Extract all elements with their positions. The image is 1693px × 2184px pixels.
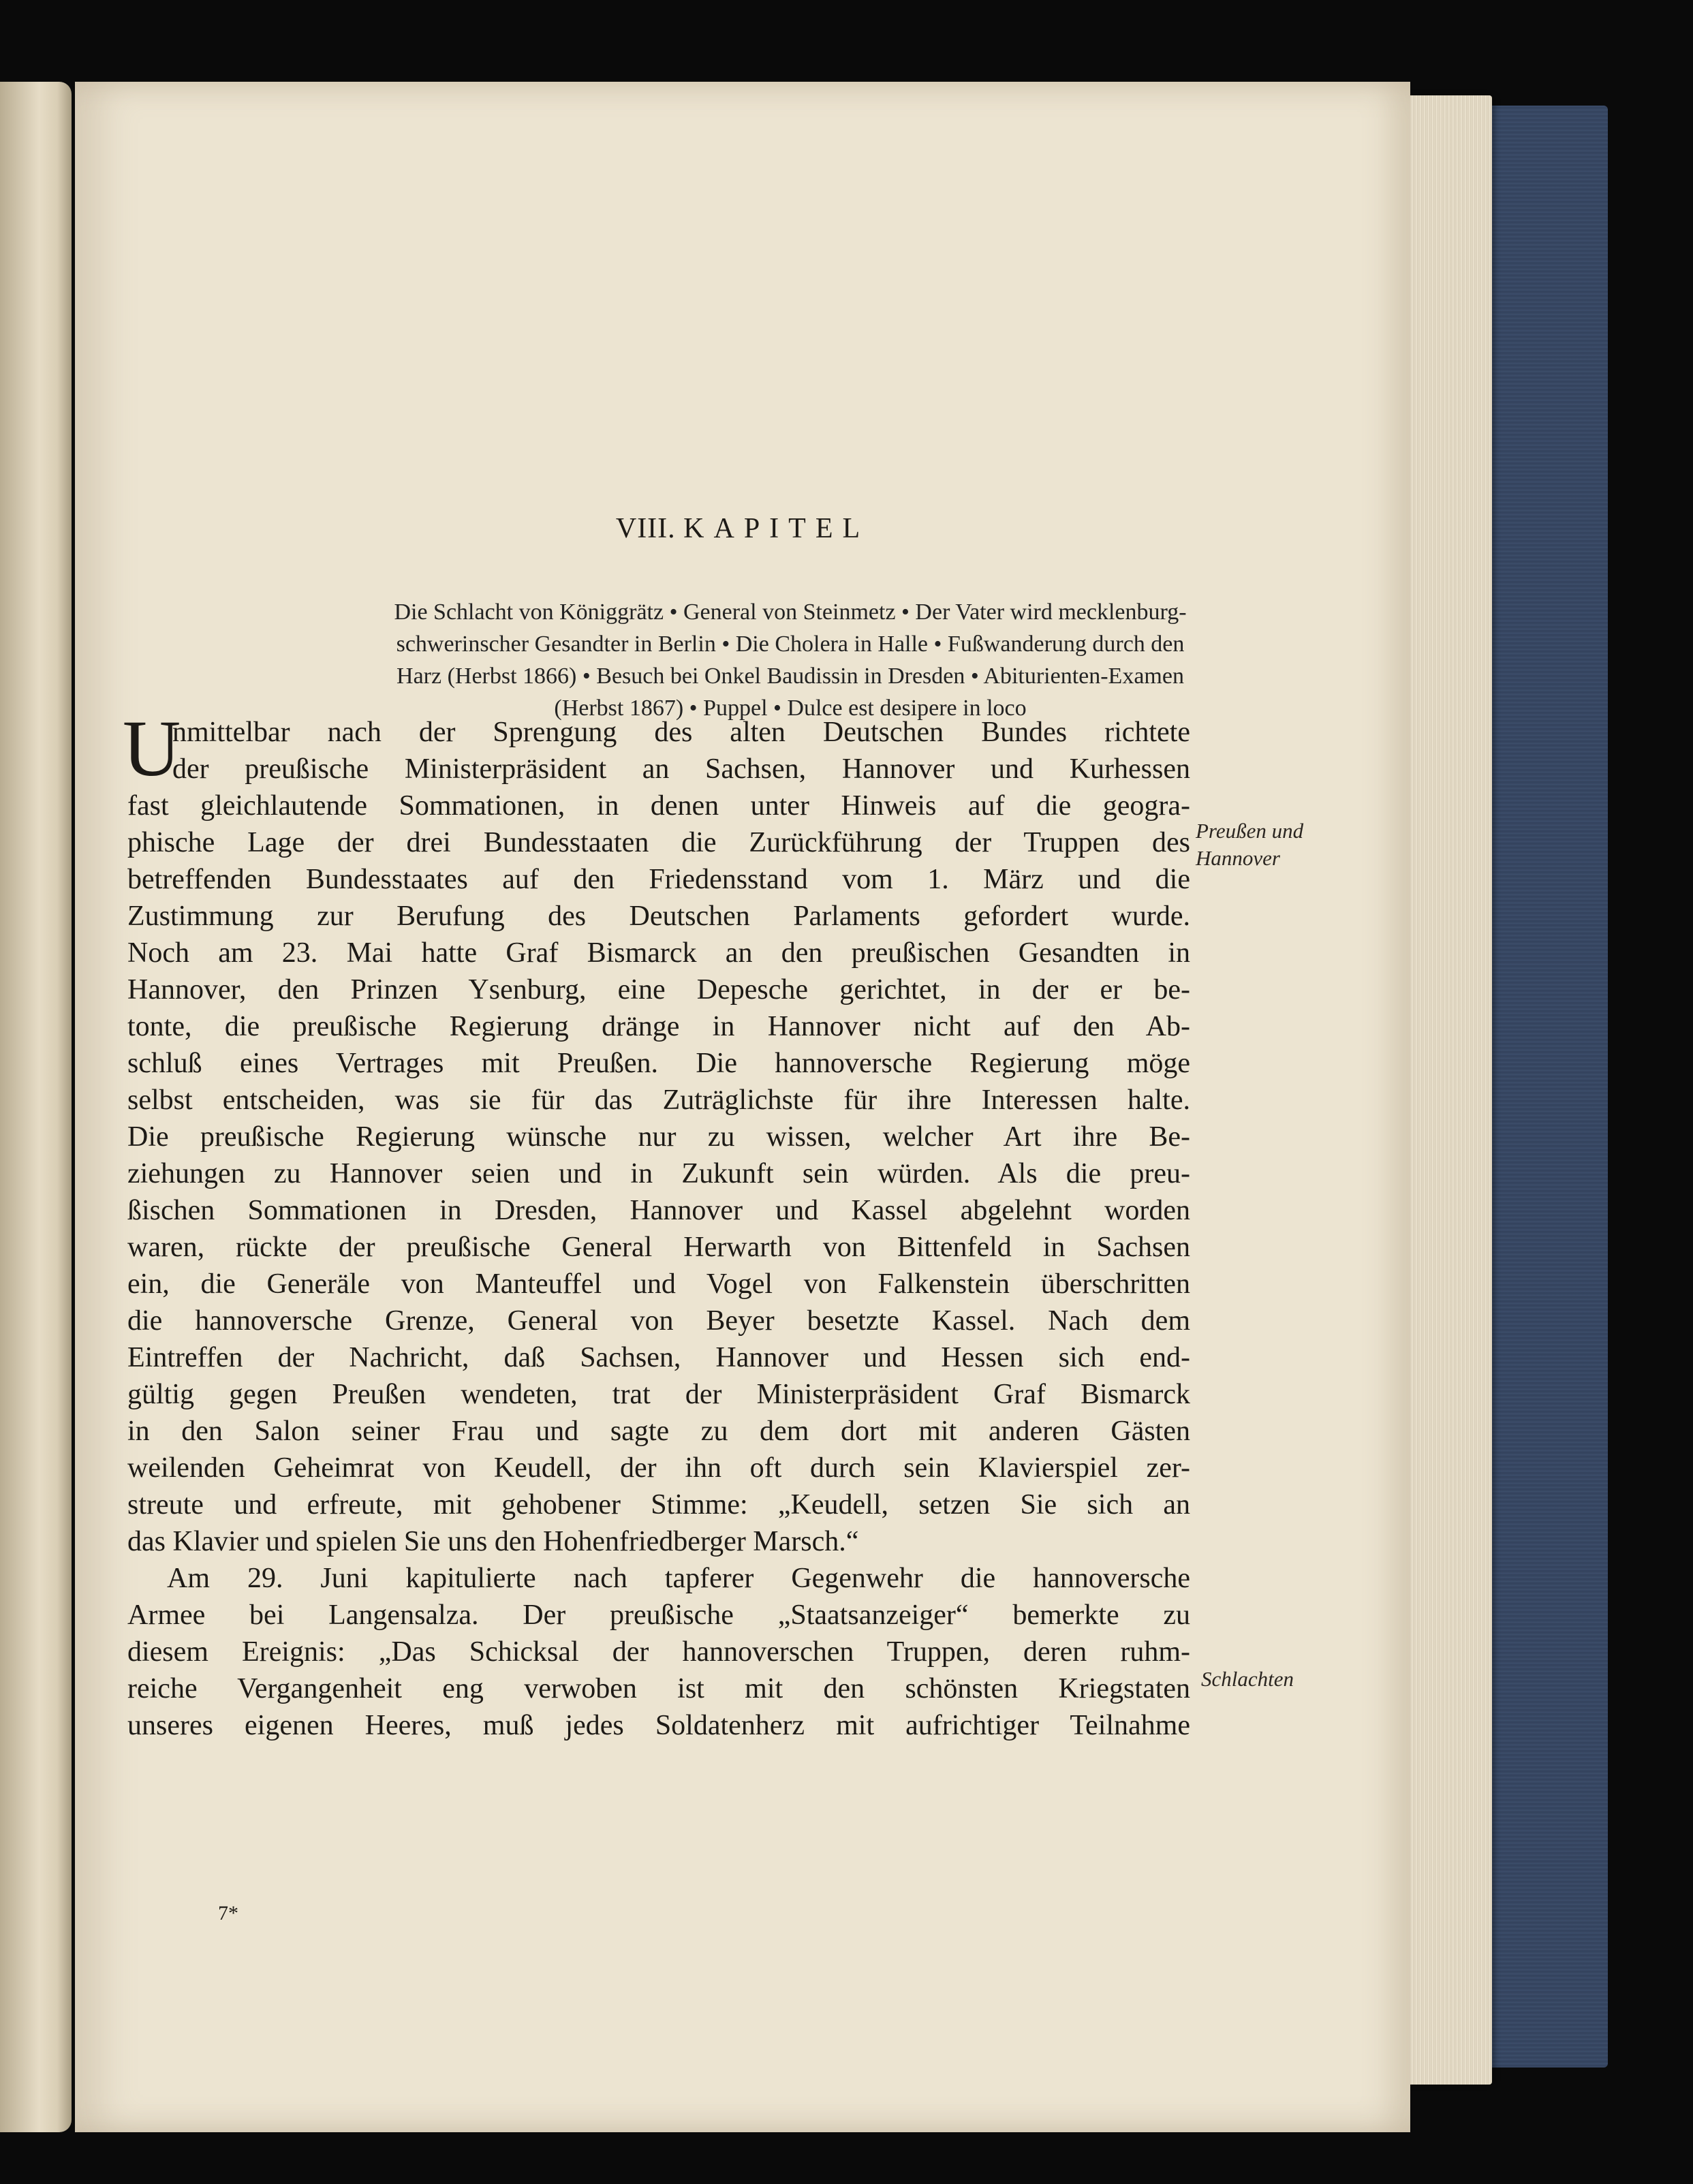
summary-line: Die Schlacht von Königgrätz • General von Steinmetz • Der Vater wird mecklenburg- <box>394 599 1187 625</box>
body-line: das Klavier und spielen Sie uns den Hohenfriedberger Marsch.“ <box>127 1526 859 1557</box>
chapter-heading <box>75 512 1410 545</box>
body-line: Noch am 23. Mai hatte Graf Bismarck an den preußischen Gesandten in <box>127 937 1190 969</box>
body-line: selbst entscheiden, was sie für das Zuträglichste für ihre Interessen halte. <box>127 1085 1190 1116</box>
body-line: tonte, die preußische Regierung dränge in Hannover nicht auf den Ab- <box>127 1011 1190 1042</box>
body-line: Am 29. Juni kapitulierte nach tapferer Gegenwehr die hannoversche <box>167 1563 1190 1594</box>
body-line: ßischen Sommationen in Dresden, Hannover und Kassel abgelehnt worden <box>127 1195 1190 1226</box>
left-facing-page <box>0 82 72 2132</box>
chapter-word: KAPITEL <box>683 513 870 544</box>
drop-cap: U <box>123 704 181 793</box>
summary-line: schwerinscher Gesandter in Berlin • Die Cholera in Halle • Fußwanderung durch den <box>396 631 1185 657</box>
signature-mark: 7* <box>218 1902 238 1924</box>
body-line: Hannover, den Prinzen Ysenburg, eine Depesche gerichtet, in der er be- <box>127 974 1190 1005</box>
body-line: waren, rückte der preußische General Herwarth von Bittenfeld in Sachsen <box>127 1232 1190 1263</box>
margin-note-schlachten: Schlachten <box>1201 1667 1294 1691</box>
margin-note-line: Preußen und <box>1196 819 1304 843</box>
summary-line: (Herbst 1867) • Puppel • Dulce est desipere in loco <box>554 696 1027 721</box>
body-line: streute und erfreute, mit gehobener Stimme: „Keudell, setzen Sie sich an <box>127 1489 1190 1520</box>
body-line: ziehungen zu Hannover seien und in Zukunft sein würden. Als die preu- <box>127 1158 1190 1189</box>
body-line: der preußische Ministerpräsident an Sachsen, Hannover und Kurhessen <box>172 753 1190 785</box>
body-line: fast gleichlautende Sommationen, in denen unter Hinweis auf die geogra- <box>127 790 1190 822</box>
summary-line: Harz (Herbst 1866) • Besuch bei Onkel Baudissin in Dresden • Abiturienten-Examen <box>397 664 1184 689</box>
body-line: die hannoversche Grenze, General von Beyer besetzte Kassel. Nach dem <box>127 1305 1190 1337</box>
margin-note-preussen-hannover <box>1196 817 1303 872</box>
body-line: Zustimmung zur Berufung des Deutschen Parlaments gefordert wurde. <box>127 901 1190 932</box>
body-line: Die preußische Regierung wünsche nur zu wissen, welcher Art ihre Be- <box>127 1121 1190 1153</box>
body-line: Eintreffen der Nachricht, daß Sachsen, Hannover und Hessen sich end- <box>127 1342 1190 1373</box>
body-line: gültig gegen Preußen wendeten, trat der Ministerpräsident Graf Bismarck <box>127 1379 1190 1410</box>
body-line: diesem Ereignis: „Das Schicksal der hannoverschen Truppen, deren ruhm- <box>127 1636 1190 1668</box>
body-line: Armee bei Langensalza. Der preußische „Staatsanzeiger“ bemerkte zu <box>127 1600 1190 1631</box>
body-line: reiche Vergangenheit eng verwoben ist mit den schönsten Kriegstaten <box>127 1673 1190 1704</box>
body-line: phische Lage der drei Bundesstaaten die Zurückführung der Truppen des <box>127 827 1190 858</box>
chapter-summary <box>279 596 1301 724</box>
chapter-numeral: VIII. <box>615 513 676 544</box>
body-line: unseres eigenen Heeres, muß jedes Soldatenherz mit aufrichtiger Teilnahme <box>127 1710 1190 1741</box>
body-line: betreffenden Bundesstaates auf den Friedensstand vom 1. März und die <box>127 864 1190 895</box>
body-line: nmittelbar nach der Sprengung des alten Deutschen Bundes richtete <box>172 717 1190 748</box>
body-text <box>127 714 1190 1744</box>
body-line: ein, die Generäle von Manteuffel und Vogel von Falkenstein überschritten <box>127 1268 1190 1300</box>
margin-note-line: Hannover <box>1196 846 1280 870</box>
body-line: weilenden Geheimrat von Keudell, der ihn oft durch sein Klavierspiel zer- <box>127 1452 1190 1484</box>
body-line: schluß eines Vertrages mit Preußen. Die hannoversche Regierung möge <box>127 1048 1190 1079</box>
body-line: in den Salon seiner Frau und sagte zu dem dort mit anderen Gästen <box>127 1416 1190 1447</box>
